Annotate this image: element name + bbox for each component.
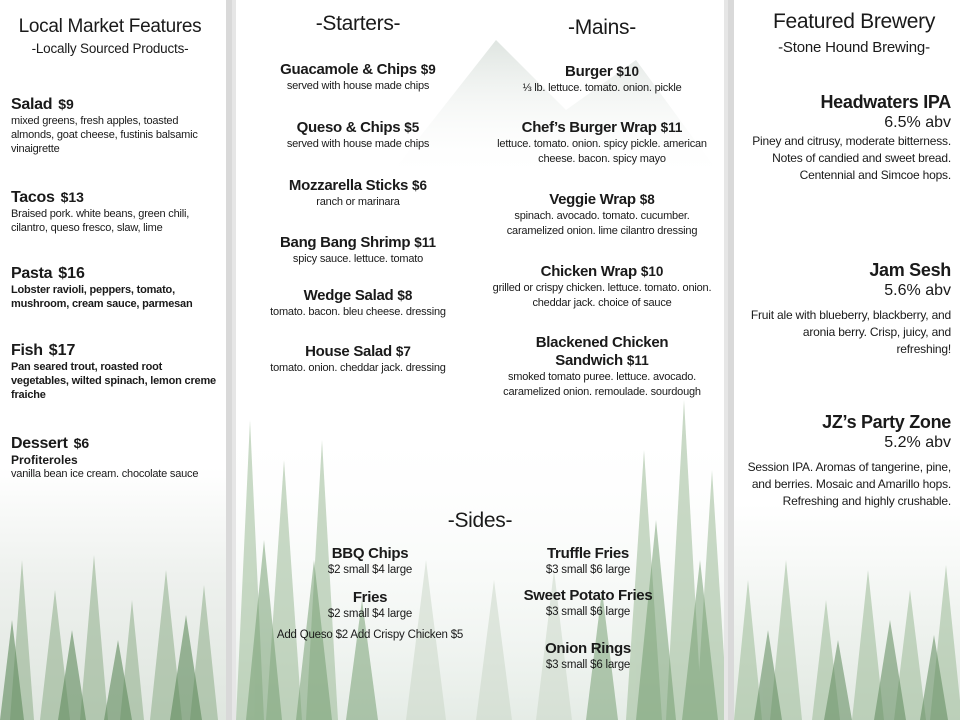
item-description: Braised pork. white beans, green chili, cilantro, queso fresco, slaw, lime [11,208,190,234]
beer-jzs-party-zone [746,411,951,510]
item-description: spinach. avocado. tomato. cucumber. caramelized onion. lime cilantro dressing [506,210,698,237]
starters-heading: -Starters- [315,12,401,35]
item-description: smoked tomato puree. lettuce. avocado. caramelized onion. remoulade. sourdough [503,371,701,398]
beer-headwaters-ipa [746,91,951,184]
main-blackened-chicken-sandwich [486,334,718,400]
item-price: $11 [414,235,436,250]
side-truffle-fries [472,545,704,577]
menu-item-tacos [11,188,216,235]
side-fries [252,589,488,621]
item-name: Pasta [11,265,53,282]
starter-guacamole [236,61,480,94]
item-description: lettuce. tomato. onion. spicy pickle. american cheese. bacon. spicy mayo [497,138,707,165]
item-name-line2: Sandwich [555,352,623,369]
beer-jam-sesh [746,259,951,358]
item-name: Wedge Salad [303,287,394,304]
side-onion-rings [472,640,704,672]
item-name: House Salad [305,343,392,360]
item-name: Sweet Potato Fries [523,587,653,604]
item-price: $8 [397,288,413,303]
item-name: Fries [352,589,388,606]
item-name: Mozzarella Sticks [288,177,409,194]
item-description: spicy sauce. lettuce. tomato [292,253,424,265]
menu-item-fish [11,341,216,402]
item-name: Onion Rings [545,640,631,657]
item-description: Lobster ravioli, peppers, tomato, mushroom, cream sauce, parmesan [11,284,193,310]
menu-item-dessert [11,434,216,481]
starter-queso [236,119,480,152]
left-title: Local Market Features [18,16,202,37]
item-description: tomato. bacon. bleu cheese. dressing [270,306,446,318]
sides-heading: -Sides- [447,509,513,532]
beer-name: Headwaters IPA [820,92,951,112]
addons-text: Add Queso $2 Add Crispy Chicken $5 [276,629,464,641]
main-veggie-wrap [486,191,718,239]
item-description: mixed greens, fresh apples, toasted almonds, goat cheese, fustinis balsamic vinaigrette [11,115,198,155]
item-description: tomato. onion. cheddar jack. dressing [270,362,446,374]
side-bbq-chips [252,545,488,577]
beer-abv: 5.2% abv [884,434,951,451]
item-name: Burger [565,63,613,80]
menu-item-pasta [11,264,216,311]
beer-description: Piney and citrusy, moderate bitterness. Notes of candied and sweet bread. Centennial and Simcoe hops. [752,134,951,182]
item-price: $9 [420,62,436,77]
item-name: BBQ Chips [331,545,409,562]
side-sweet-potato-fries [472,587,704,619]
item-price: $16 [58,265,85,282]
featured-brewery-panel [734,0,960,720]
beer-description: Fruit ale with blueberry, blackberry, and aronia berry. Crisp, juicy, and refreshing! [750,308,951,356]
beer-name: Jam Sesh [869,260,951,280]
item-name: Dessert [11,435,68,452]
item-subtitle: Profiteroles [11,453,78,467]
item-price-options: $2 small $4 large [327,608,413,620]
main-menu-panel [232,0,728,720]
item-name: Fish [11,342,43,359]
item-name: Queso & Chips [296,119,401,136]
starter-house-salad [236,343,480,376]
item-price: $10 [616,64,639,79]
side-addons [252,628,488,642]
item-name: Chef’s Burger Wrap [521,119,657,136]
item-description: Pan seared trout, roasted root vegetables, wilted spinach, lemon creme fraiche [11,361,216,401]
starter-shrimp [236,234,480,267]
item-description: ⅓ lb. lettuce. tomato. onion. pickle [522,82,682,94]
item-description: ranch or marinara [316,196,400,208]
menu-item-salad [11,95,216,156]
beer-abv: 5.6% abv [884,282,951,299]
item-name: Tacos [11,189,55,206]
item-price: $11 [626,353,649,368]
right-subtitle: -Stone Hound Brewing- [778,39,930,56]
beer-description: Session IPA. Aromas of tangerine, pine, and berries. Mosaic and Amarillo hops. Refreshing and highly crushable. [747,460,951,508]
item-name: Bang Bang Shrimp [280,234,411,251]
item-description: served with house made chips [286,80,430,92]
item-name: Blackened Chicken [535,334,669,351]
left-subtitle: -Locally Sourced Products- [31,41,189,56]
item-price: $9 [58,96,74,112]
item-name: Salad [11,96,53,113]
item-name: Chicken Wrap [540,263,637,280]
main-burger [480,63,724,96]
item-description: served with house made chips [286,138,430,150]
item-description: vanilla bean ice cream. chocolate sauce [11,468,199,480]
item-price-options: $3 small $6 large [545,659,631,671]
item-price-options: $3 small $6 large [545,564,631,576]
item-price: $13 [60,189,84,205]
item-price: $11 [660,120,683,135]
mains-heading: -Mains- [568,16,636,39]
item-price-options: $2 small $4 large [327,564,413,576]
item-name: Truffle Fries [547,545,629,562]
item-price-options: $3 small $6 large [545,606,631,618]
right-title: Featured Brewery [772,10,936,33]
beer-name: JZ’s Party Zone [822,412,951,432]
item-price: $17 [48,342,76,359]
item-price: $8 [639,192,655,207]
item-name: Veggie Wrap [549,191,636,208]
item-description: grilled or crispy chicken. lettuce. tomato. onion. cheddar jack. choice of sauce [492,282,712,309]
item-price: $5 [404,120,420,135]
beer-abv: 6.5% abv [884,114,951,131]
item-name: Guacamole & Chips [280,61,417,78]
local-market-panel [0,0,226,720]
item-price: $6 [412,178,428,193]
main-chefs-burger-wrap [486,119,718,167]
starter-mozzarella [236,177,480,210]
item-price: $10 [640,264,664,279]
starter-wedge-salad [236,287,480,320]
item-price: $6 [73,435,90,451]
item-price: $7 [395,344,411,359]
main-chicken-wrap [486,263,718,311]
